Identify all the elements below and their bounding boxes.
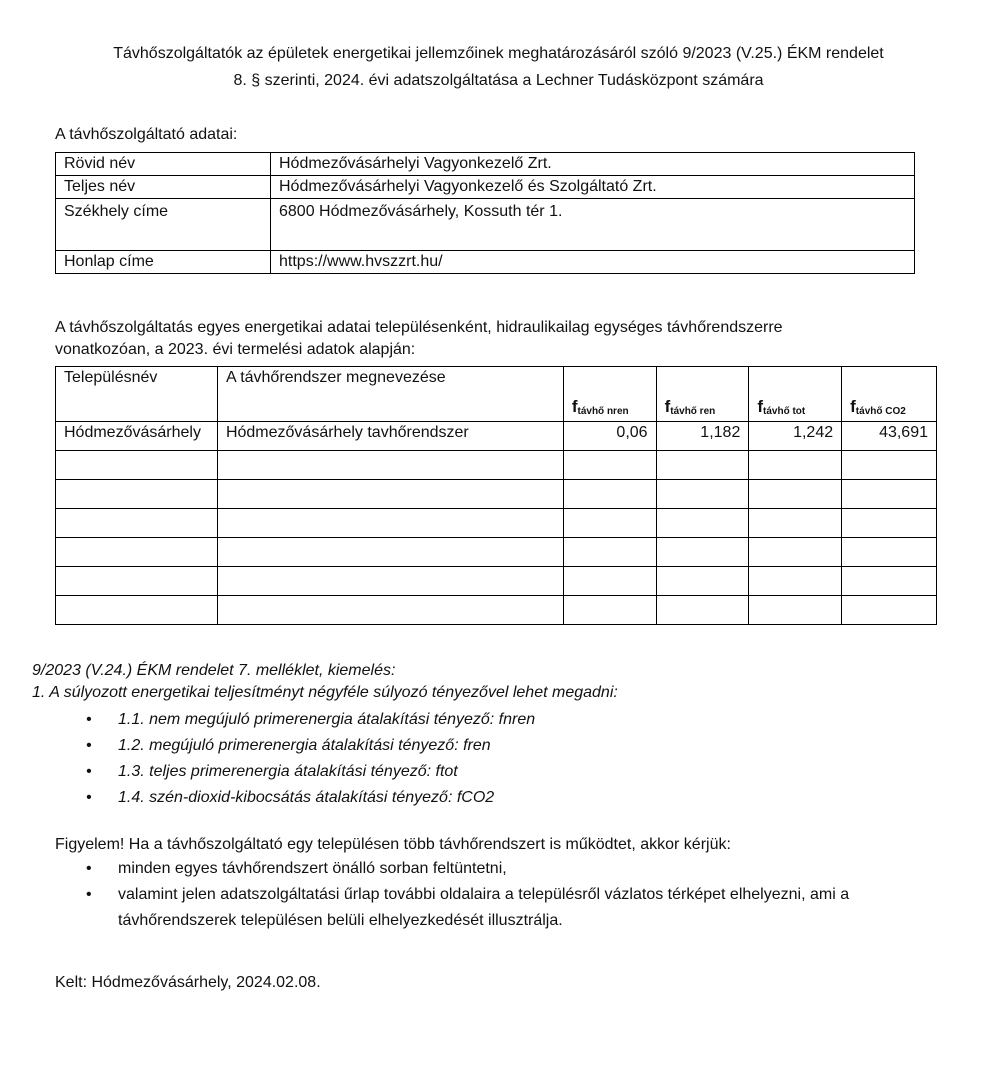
- regulation-text: [32, 660, 618, 704]
- energy-table: [55, 366, 937, 625]
- provider-value: Hódmezővásárhelyi Vagyonkezelő Zrt.: [271, 153, 915, 176]
- table-row: [56, 422, 937, 451]
- title-line-2: 8. § szerinti, 2024. évi adatszolgáltatása a Lechner Tudásközpont számára: [233, 72, 764, 89]
- col-settlement-header: Településnév: [56, 367, 218, 422]
- cell-tot: 1,242: [749, 422, 842, 451]
- provider-table: [55, 152, 915, 274]
- energy-intro: [55, 317, 783, 361]
- cell-co2: 43,691: [842, 422, 937, 451]
- provider-key: Rövid név: [56, 153, 271, 176]
- date-line: Kelt: Hódmezővásárhely, 2024.02.08.: [55, 974, 321, 991]
- list-item: • 1.3. teljes primerenergia átalakítási tényező: ftot: [86, 759, 535, 785]
- regulation-line-2: 1. A súlyozott energetikai teljesítményt négyféle súlyozó tényezővel lehet megadni:: [32, 684, 618, 701]
- provider-value: Hódmezővásárhelyi Vagyonkezelő és Szolgáltató Zrt.: [271, 176, 915, 199]
- empty-row: [56, 509, 937, 538]
- empty-row: [56, 567, 937, 596]
- empty-row: [56, 538, 937, 567]
- col-system-header: A távhőrendszer megnevezése: [217, 367, 563, 422]
- list-item: [86, 882, 849, 934]
- cell-ren: 1,182: [656, 422, 749, 451]
- notice-item-2-line-2: távhőrendszerek településen belüli elhelyezkedését illusztrálja.: [118, 912, 563, 929]
- energy-intro-line-2: vonatkozóan, a 2023. évi termelési adatok alapján:: [55, 341, 416, 358]
- col-co2-header: $f_{távhő CO2}$: [842, 367, 937, 422]
- table-row: [56, 176, 915, 199]
- provider-key: Székhely címe: [56, 199, 271, 251]
- title-line-1: Távhőszolgáltatók az épületek energetikai jellemzőinek meghatározásáról szóló 9/2023 (V.25.) ÉKM rendelet: [113, 45, 884, 62]
- list-item: • 1.2. megújuló primerenergia átalakítási tényező: fren: [86, 733, 535, 759]
- provider-key: Teljes név: [56, 176, 271, 199]
- cell-nren: 0,06: [563, 422, 656, 451]
- list-item: • 1.1. nem megújuló primerenergia átalakítási tényező: fnren: [86, 707, 535, 733]
- empty-row: [56, 480, 937, 509]
- provider-value: 6800 Hódmezővásárhely, Kossuth tér 1.: [271, 199, 915, 251]
- notice-item-2-line-1: valamint jelen adatszolgáltatási űrlap további oldalaira a településről vázlatos térképet elhelyezni, ami a: [118, 886, 850, 903]
- regulation-line-1: 9/2023 (V.24.) ÉKM rendelet 7. melléklet, kiemelés:: [32, 662, 396, 679]
- energy-intro-line-1: A távhőszolgáltatás egyes energetikai adatai településenként, hidraulikailag egységes távhőrendszerre: [55, 319, 783, 336]
- table-row: [56, 251, 915, 274]
- provider-key: Honlap címe: [56, 251, 271, 274]
- empty-row: [56, 451, 937, 480]
- document-title: [40, 40, 957, 94]
- notice-list: [86, 856, 849, 934]
- col-tot-header: $f_{távhő tot}$: [749, 367, 842, 422]
- table-row: [56, 153, 915, 176]
- cell-system: Hódmezővásárhely tavhőrendszer: [217, 422, 563, 451]
- table-row: [56, 199, 915, 251]
- provider-heading: A távhőszolgáltató adatai:: [55, 126, 238, 143]
- empty-row: [56, 596, 937, 625]
- regulation-list: [86, 707, 535, 811]
- col-ren-header: $f_{távhő ren}$: [656, 367, 749, 422]
- list-item: • minden egyes távhőrendszert önálló sorban feltüntetni,: [86, 856, 849, 882]
- cell-settlement: Hódmezővásárhely: [56, 422, 218, 451]
- list-item: • 1.4. szén-dioxid-kibocsátás átalakítási tényező: fCO2: [86, 785, 535, 811]
- notice-text: Figyelem! Ha a távhőszolgáltató egy településen több távhőrendszert is működtet, akkor kérjük:: [55, 836, 731, 853]
- table-header-row: [56, 367, 937, 422]
- provider-value: https://www.hvszzrt.hu/: [271, 251, 915, 274]
- col-nren-header: $f_{távhő nren}$: [563, 367, 656, 422]
